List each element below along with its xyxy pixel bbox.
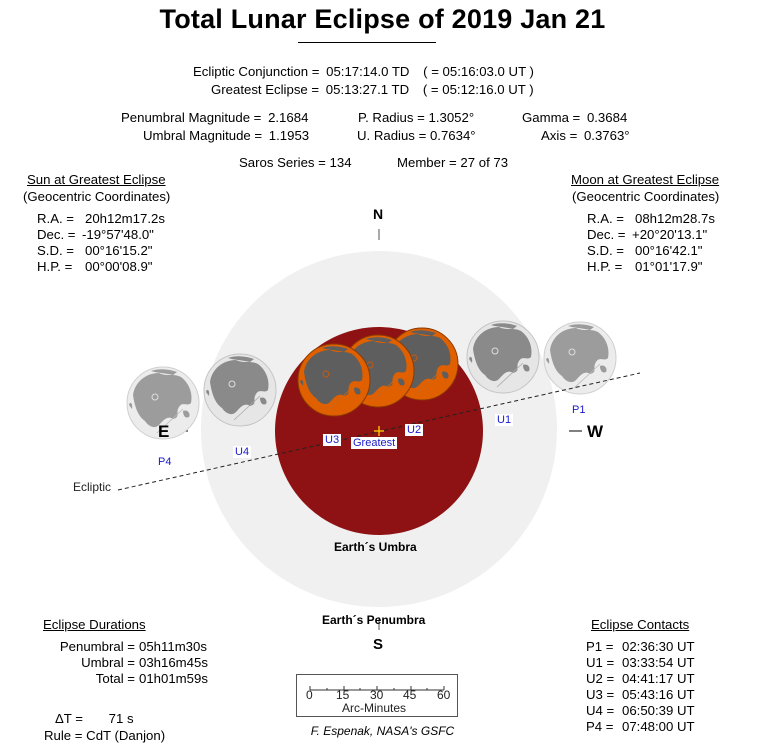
contact-p1-value: 02:36:30 UT: [622, 639, 695, 654]
penumbra-label: Earth´s Penumbra: [322, 613, 426, 627]
contact-p1-label: P1 =: [586, 639, 614, 654]
contact-u2-label: U2 =: [586, 671, 615, 686]
duration-total-row: [40, 671, 220, 687]
moon-ra-value: 08h12m28.7s: [635, 211, 715, 226]
umbral-magnitude-label: Umbral Magnitude =: [143, 128, 263, 143]
credit: F. Espenak, NASA's GSFC: [310, 724, 455, 738]
south-label: S: [373, 636, 384, 653]
contact-label-u4: U4: [235, 446, 250, 458]
sun-dec-label: Dec. =: [37, 227, 76, 242]
greatest-eclipse-td: 05:13:27.1 TD: [325, 82, 410, 97]
page-title: Total Lunar Eclipse of 2019 Jan 21: [159, 4, 606, 34]
contacts-table: [586, 639, 695, 735]
greatest-eclipse-label: Greatest Eclipse =: [211, 82, 320, 97]
axis-label: Axis =: [541, 128, 578, 143]
saros-label: Saros Series =: [239, 155, 326, 170]
p-radius-value: 1.3052°: [428, 110, 475, 125]
scale-tick-15: 15: [336, 688, 350, 702]
moon-u4: [204, 354, 276, 426]
moon-p1: [544, 322, 616, 394]
rule-value: CdT (Danjon): [86, 728, 166, 743]
sun-ra-label: R.A. =: [37, 211, 75, 226]
sun-ra-value: 20h12m17.2s: [85, 211, 165, 226]
sun-sd-value: 00°16'15.2": [85, 243, 153, 258]
east-label: E: [158, 422, 170, 441]
sun-sd-label: S.D. =: [37, 243, 75, 258]
scale-tick-30: 30: [370, 688, 384, 702]
contact-u2-value: 04:41:17 UT: [622, 671, 695, 686]
member-value: 27 of 73: [460, 155, 509, 170]
moon-hp-value: 01°01'17.9": [635, 259, 703, 274]
moon-heading: Moon at Greatest Eclipse: [571, 172, 720, 187]
contact-p4-value: 07:48:00 UT: [622, 719, 695, 734]
u-radius-value: 0.7634°: [429, 128, 476, 143]
durations-heading: Eclipse Durations: [43, 617, 146, 632]
ecliptic-label: Ecliptic: [73, 480, 112, 494]
duration-penumbral-label: Penumbral =: [59, 639, 135, 654]
contact-label-u3: U3: [325, 434, 340, 446]
sun-dec-value: -19°57'48.0": [82, 227, 154, 242]
sun-hp-value: 00°00'08.9": [85, 259, 153, 274]
moon-sd-value: 00°16'42.1": [635, 243, 703, 258]
contact-u1-row: [586, 655, 695, 671]
rule-label: Rule =: [44, 728, 83, 743]
sun-heading: Sun at Greatest Eclipse: [27, 172, 166, 187]
greatest-eclipse-ut: ( = 05:12:16.0 UT ): [422, 82, 534, 97]
contact-u3-label: U3 =: [586, 687, 615, 702]
moon-dec-value: +20°20'13.1": [632, 227, 708, 242]
duration-umbral-row: [40, 655, 220, 671]
axis-value: 0.3763°: [583, 128, 630, 143]
moon-ra-label: R.A. =: [587, 211, 625, 226]
scale-tick-60: 60: [437, 688, 451, 702]
gamma-label: Gamma =: [522, 110, 581, 125]
contact-u1-value: 03:33:54 UT: [622, 655, 695, 670]
contact-label-p1: P1: [572, 404, 586, 416]
contact-u3-row: [586, 687, 695, 703]
contact-u4-label: U4 =: [586, 703, 615, 718]
member-label: Member =: [397, 155, 457, 170]
moon-sd-label: S.D. =: [587, 243, 625, 258]
umbra-label: Earth´s Umbra: [334, 540, 417, 554]
u-radius-label: U. Radius =: [357, 128, 427, 143]
duration-umbral-label: Umbral =: [81, 655, 135, 670]
scale-tick-0: 0: [306, 688, 313, 702]
contact-u4-row: [586, 703, 695, 719]
contact-label-greatest: Greatest: [353, 437, 396, 449]
scale-unit: Arc-Minutes: [342, 701, 407, 715]
delta-t-value: 71 s: [108, 711, 134, 726]
penumbral-magnitude-label: Penumbral Magnitude =: [121, 110, 262, 125]
duration-umbral-value: 03h16m45s: [139, 655, 208, 670]
umbral-magnitude-value: 1.1953: [268, 128, 310, 143]
moon-u1: [467, 321, 539, 393]
duration-total-value: 01h01m59s: [139, 671, 208, 686]
duration-total-label: Total =: [95, 671, 135, 686]
duration-penumbral-value: 05h11m30s: [139, 639, 207, 654]
north-label: N: [373, 206, 384, 222]
durations-table: [40, 639, 220, 687]
p-radius-label: P. Radius =: [358, 110, 425, 125]
sun-subheading: (Geocentric Coordinates): [23, 189, 171, 204]
duration-penumbral-row: [40, 639, 220, 655]
penumbral-magnitude-value: 2.1684: [268, 110, 309, 125]
moon-subheading: (Geocentric Coordinates): [572, 189, 720, 204]
ecliptic-conjunction-td: 05:17:14.0 TD: [326, 64, 410, 79]
contact-label-u2: U2: [407, 424, 422, 436]
moon-dec-label: Dec. =: [587, 227, 626, 242]
contact-label-p4: P4: [158, 456, 172, 468]
contacts-heading: Eclipse Contacts: [591, 617, 690, 632]
sun-hp-label: H.P. =: [37, 259, 73, 274]
contact-u2-row: [586, 671, 695, 687]
delta-t-label: ΔT =: [55, 711, 83, 726]
contact-p1-row: [586, 639, 695, 655]
contact-u4-value: 06:50:39 UT: [622, 703, 695, 718]
ecliptic-conjunction-label: Ecliptic Conjunction =: [193, 64, 320, 79]
gamma-value: 0.3684: [586, 110, 628, 125]
ecliptic-conjunction-ut: ( = 05:16:03.0 UT ): [423, 64, 534, 79]
contact-label-u1: U1: [497, 414, 512, 426]
moon-u3: [298, 344, 370, 416]
west-label: W: [587, 422, 604, 441]
contact-u3-value: 05:43:16 UT: [622, 687, 695, 702]
saros-value: 134: [329, 155, 352, 170]
moon-hp-label: H.P. =: [587, 259, 623, 274]
scale-tick-45: 45: [403, 688, 417, 702]
contact-u1-label: U1 =: [586, 655, 615, 670]
contact-p4-label: P4 =: [586, 719, 614, 734]
